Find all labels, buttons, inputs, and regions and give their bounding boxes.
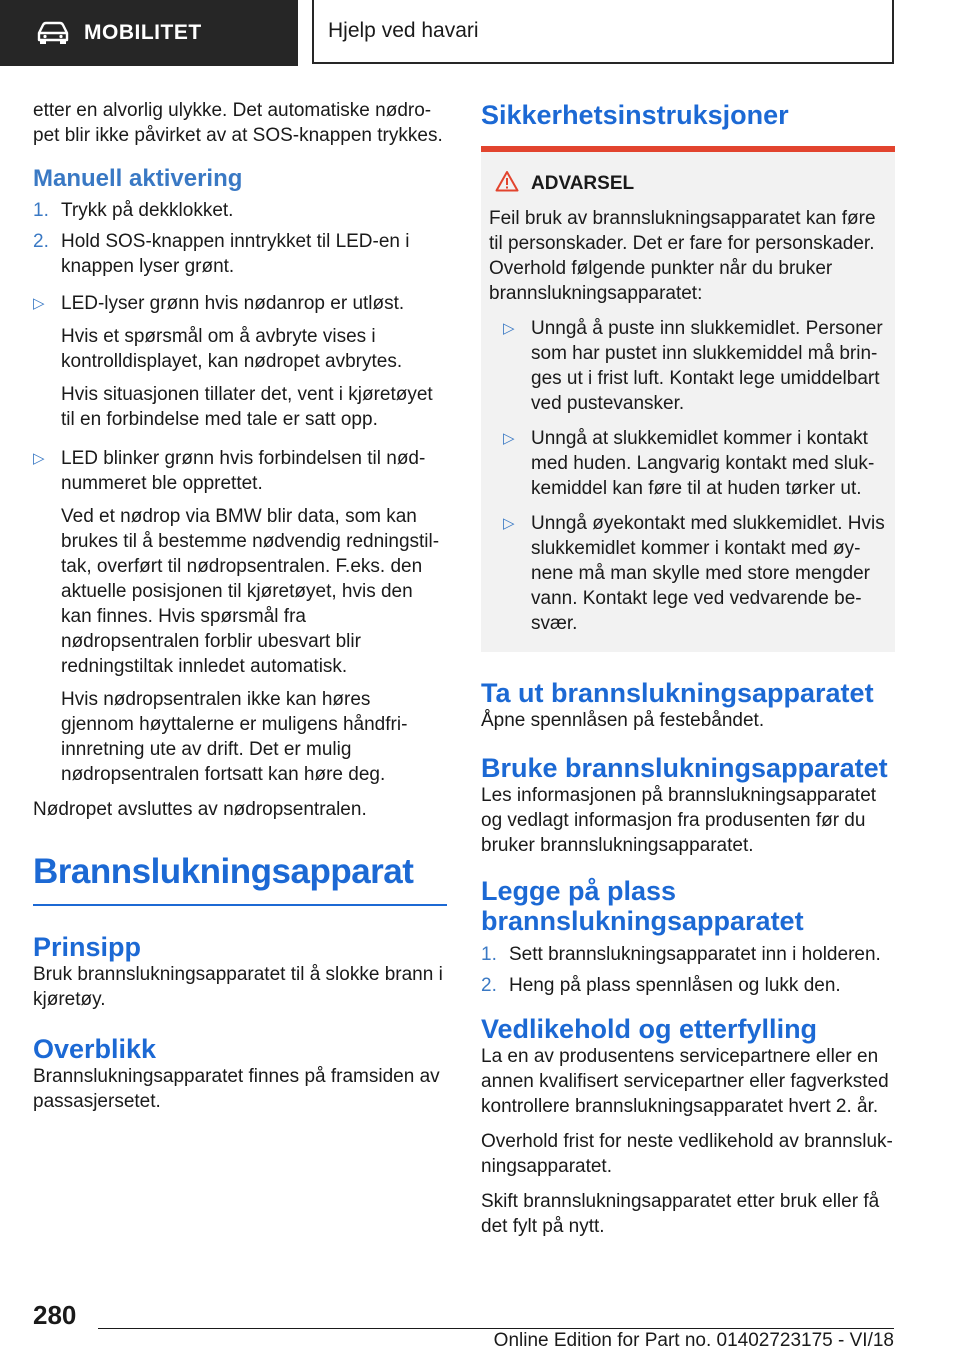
manual-activation-heading: Manuell aktivering bbox=[33, 165, 243, 192]
place-heading: Legge på plass brannslukningsapparatet bbox=[481, 876, 804, 936]
list-item bbox=[481, 973, 895, 998]
edition-text: Online Edition for Part no. 01402723175 - VI/18 bbox=[493, 1330, 894, 1351]
section-label: MOBILITET bbox=[84, 21, 202, 44]
warning-item-text: Unngå å puste inn slukkemidlet. Personer som har pustet inn slukkemiddel må bringes ut i frist luft. Kontakt lege umiddelbart ved pustevansker. bbox=[531, 318, 883, 414]
list-item bbox=[503, 316, 887, 416]
car-icon bbox=[36, 21, 70, 45]
bullet-text: LED blinker grønn hvis forbindelsen til nødnummeret ble opprettet. bbox=[61, 448, 426, 494]
maintenance-text: La en av produsentens servicepartnere eller en annen kvalifisert servicepartner eller fagverksted kontrollere brannslukningsapparatet hvert 2. år. bbox=[481, 1046, 889, 1117]
step-number: 1. bbox=[33, 200, 49, 221]
list-item bbox=[481, 942, 895, 967]
maintenance-text: Overhold frist for neste vedlikehold av brannslukningsapparatet. bbox=[481, 1131, 893, 1177]
activation-steps bbox=[33, 198, 447, 279]
list-item bbox=[503, 511, 887, 636]
step-text: Heng på plass spennlåsen og lukk den. bbox=[509, 975, 841, 996]
warning-title-text: ADVARSEL bbox=[531, 173, 635, 194]
use-heading: Bruke brannslukningsapparatet bbox=[481, 753, 888, 783]
list-item bbox=[503, 426, 887, 501]
page-footer bbox=[0, 1296, 960, 1356]
left-column bbox=[33, 98, 447, 1124]
list-item bbox=[33, 198, 447, 223]
place-steps bbox=[481, 942, 895, 998]
triangle-bullet-icon: ▷ bbox=[503, 320, 515, 337]
page-number: 280 bbox=[33, 1300, 77, 1330]
triangle-bullet-icon: ▷ bbox=[33, 450, 45, 467]
intro-paragraph: etter en alvorlig ulykke. Det automatiske nødropet blir ikke påvirket av at SOS-knappen trykkes. bbox=[33, 100, 443, 146]
led-status-list bbox=[33, 291, 447, 787]
bullet-subtext: Hvis situasjonen tillater det, vent i kjøretøyet til en forbindelse med tale er satt opp. bbox=[61, 384, 433, 430]
right-column bbox=[481, 98, 895, 1249]
warning-box bbox=[481, 146, 895, 652]
chapter-title: Hjelp ved havari bbox=[328, 19, 479, 42]
overview-heading: Overblikk bbox=[33, 1034, 157, 1064]
step-text: Trykk på dekklokket. bbox=[61, 200, 234, 221]
warning-item-text: Unngå øyekontakt med slukkemidlet. Hvis slukkemidlet kommer i kontakt med øynene må man skylle med store mengder vann. Kontakt lege ved vedvarende besvær. bbox=[531, 513, 885, 634]
list-item bbox=[33, 446, 447, 787]
principle-heading: Prinsipp bbox=[33, 932, 142, 962]
step-number: 2. bbox=[33, 231, 49, 252]
overview-text: Brannslukningsapparatet finnes på framsiden av passasjersetet. bbox=[33, 1066, 440, 1112]
chapter-title-box bbox=[312, 0, 894, 64]
remove-heading: Ta ut brannslukningsapparatet bbox=[481, 678, 874, 708]
bullet-subtext: Ved et nødrop via BMW blir data, som kan brukes til å bestemme nødvendig redningstiltak, overført til nødropsentralen. F.eks. den aktuelle posisjonen til kjøretøyet, hvis den kan finnes. Hvis spørsmål fra nødropsentralen forblir ubesvart blir redningstiltak innledet automatisk. bbox=[61, 506, 440, 677]
page-header bbox=[0, 0, 960, 66]
bullet-subtext: Hvis nødropsentralen ikke kan høres gjennom høyttalerne er muligens håndfri-innretning ute av drift. Det er mulig nødropsentralen fortsatt kan høre deg. bbox=[61, 689, 408, 785]
warning-triangle-icon bbox=[495, 170, 531, 198]
warning-item-text: Unngå at slukkemidlet kommer i kontakt med huden. Langvarig kontakt med slukkemiddel kan føre til at huden tørker ut. bbox=[531, 428, 875, 499]
list-item bbox=[33, 229, 447, 279]
bullet-text: LED-lyser grønn hvis nødanrop er utløst. bbox=[61, 293, 405, 314]
triangle-bullet-icon: ▷ bbox=[503, 430, 515, 447]
remove-text: Åpne spennlåsen på festebåndet. bbox=[481, 710, 765, 731]
principle-text: Bruk brannslukningsapparatet til å slokke brann i kjøretøy. bbox=[33, 964, 443, 1010]
list-item bbox=[33, 291, 447, 432]
step-text: Sett brannslukningsapparatet inn i holderen. bbox=[509, 944, 881, 965]
warning-items bbox=[489, 316, 887, 636]
maintenance-text: Skift brannslukningsapparatet etter bruk eller få det fylt på nytt. bbox=[481, 1191, 880, 1237]
use-text: Les informasjonen på brannslukningsapparatet og vedlagt informasjon fra produsenten før du bruker brannslukningsapparatet. bbox=[481, 785, 877, 856]
triangle-bullet-icon: ▷ bbox=[503, 515, 515, 532]
section-tab[interactable] bbox=[0, 0, 298, 66]
step-text: Hold SOS-knappen inntrykket til LED-en i knappen lyser grønt. bbox=[61, 231, 410, 277]
maintenance-heading: Vedlikehold og etterfylling bbox=[481, 1014, 818, 1044]
step-number: 1. bbox=[481, 944, 497, 965]
triangle-bullet-icon: ▷ bbox=[33, 295, 45, 312]
footer-divider bbox=[98, 1328, 894, 1329]
bullet-subtext: Hvis et spørsmål om å avbryte vises i kontrolldisplayet, kan nødropet avbrytes. bbox=[61, 326, 403, 372]
step-number: 2. bbox=[481, 975, 497, 996]
warning-text: Feil bruk av brannslukningsapparatet kan føre til personskader. Det er fare for personskader. Overhold følgende punkter når du bruker brannslukningsapparatet: bbox=[489, 208, 876, 304]
safety-heading: Sikkerhetsinstruksjoner bbox=[481, 100, 789, 130]
main-heading: Brannslukningsapparat bbox=[33, 850, 447, 906]
warning-title bbox=[495, 170, 887, 198]
closing-paragraph: Nødropet avsluttes av nødropsentralen. bbox=[33, 799, 367, 820]
